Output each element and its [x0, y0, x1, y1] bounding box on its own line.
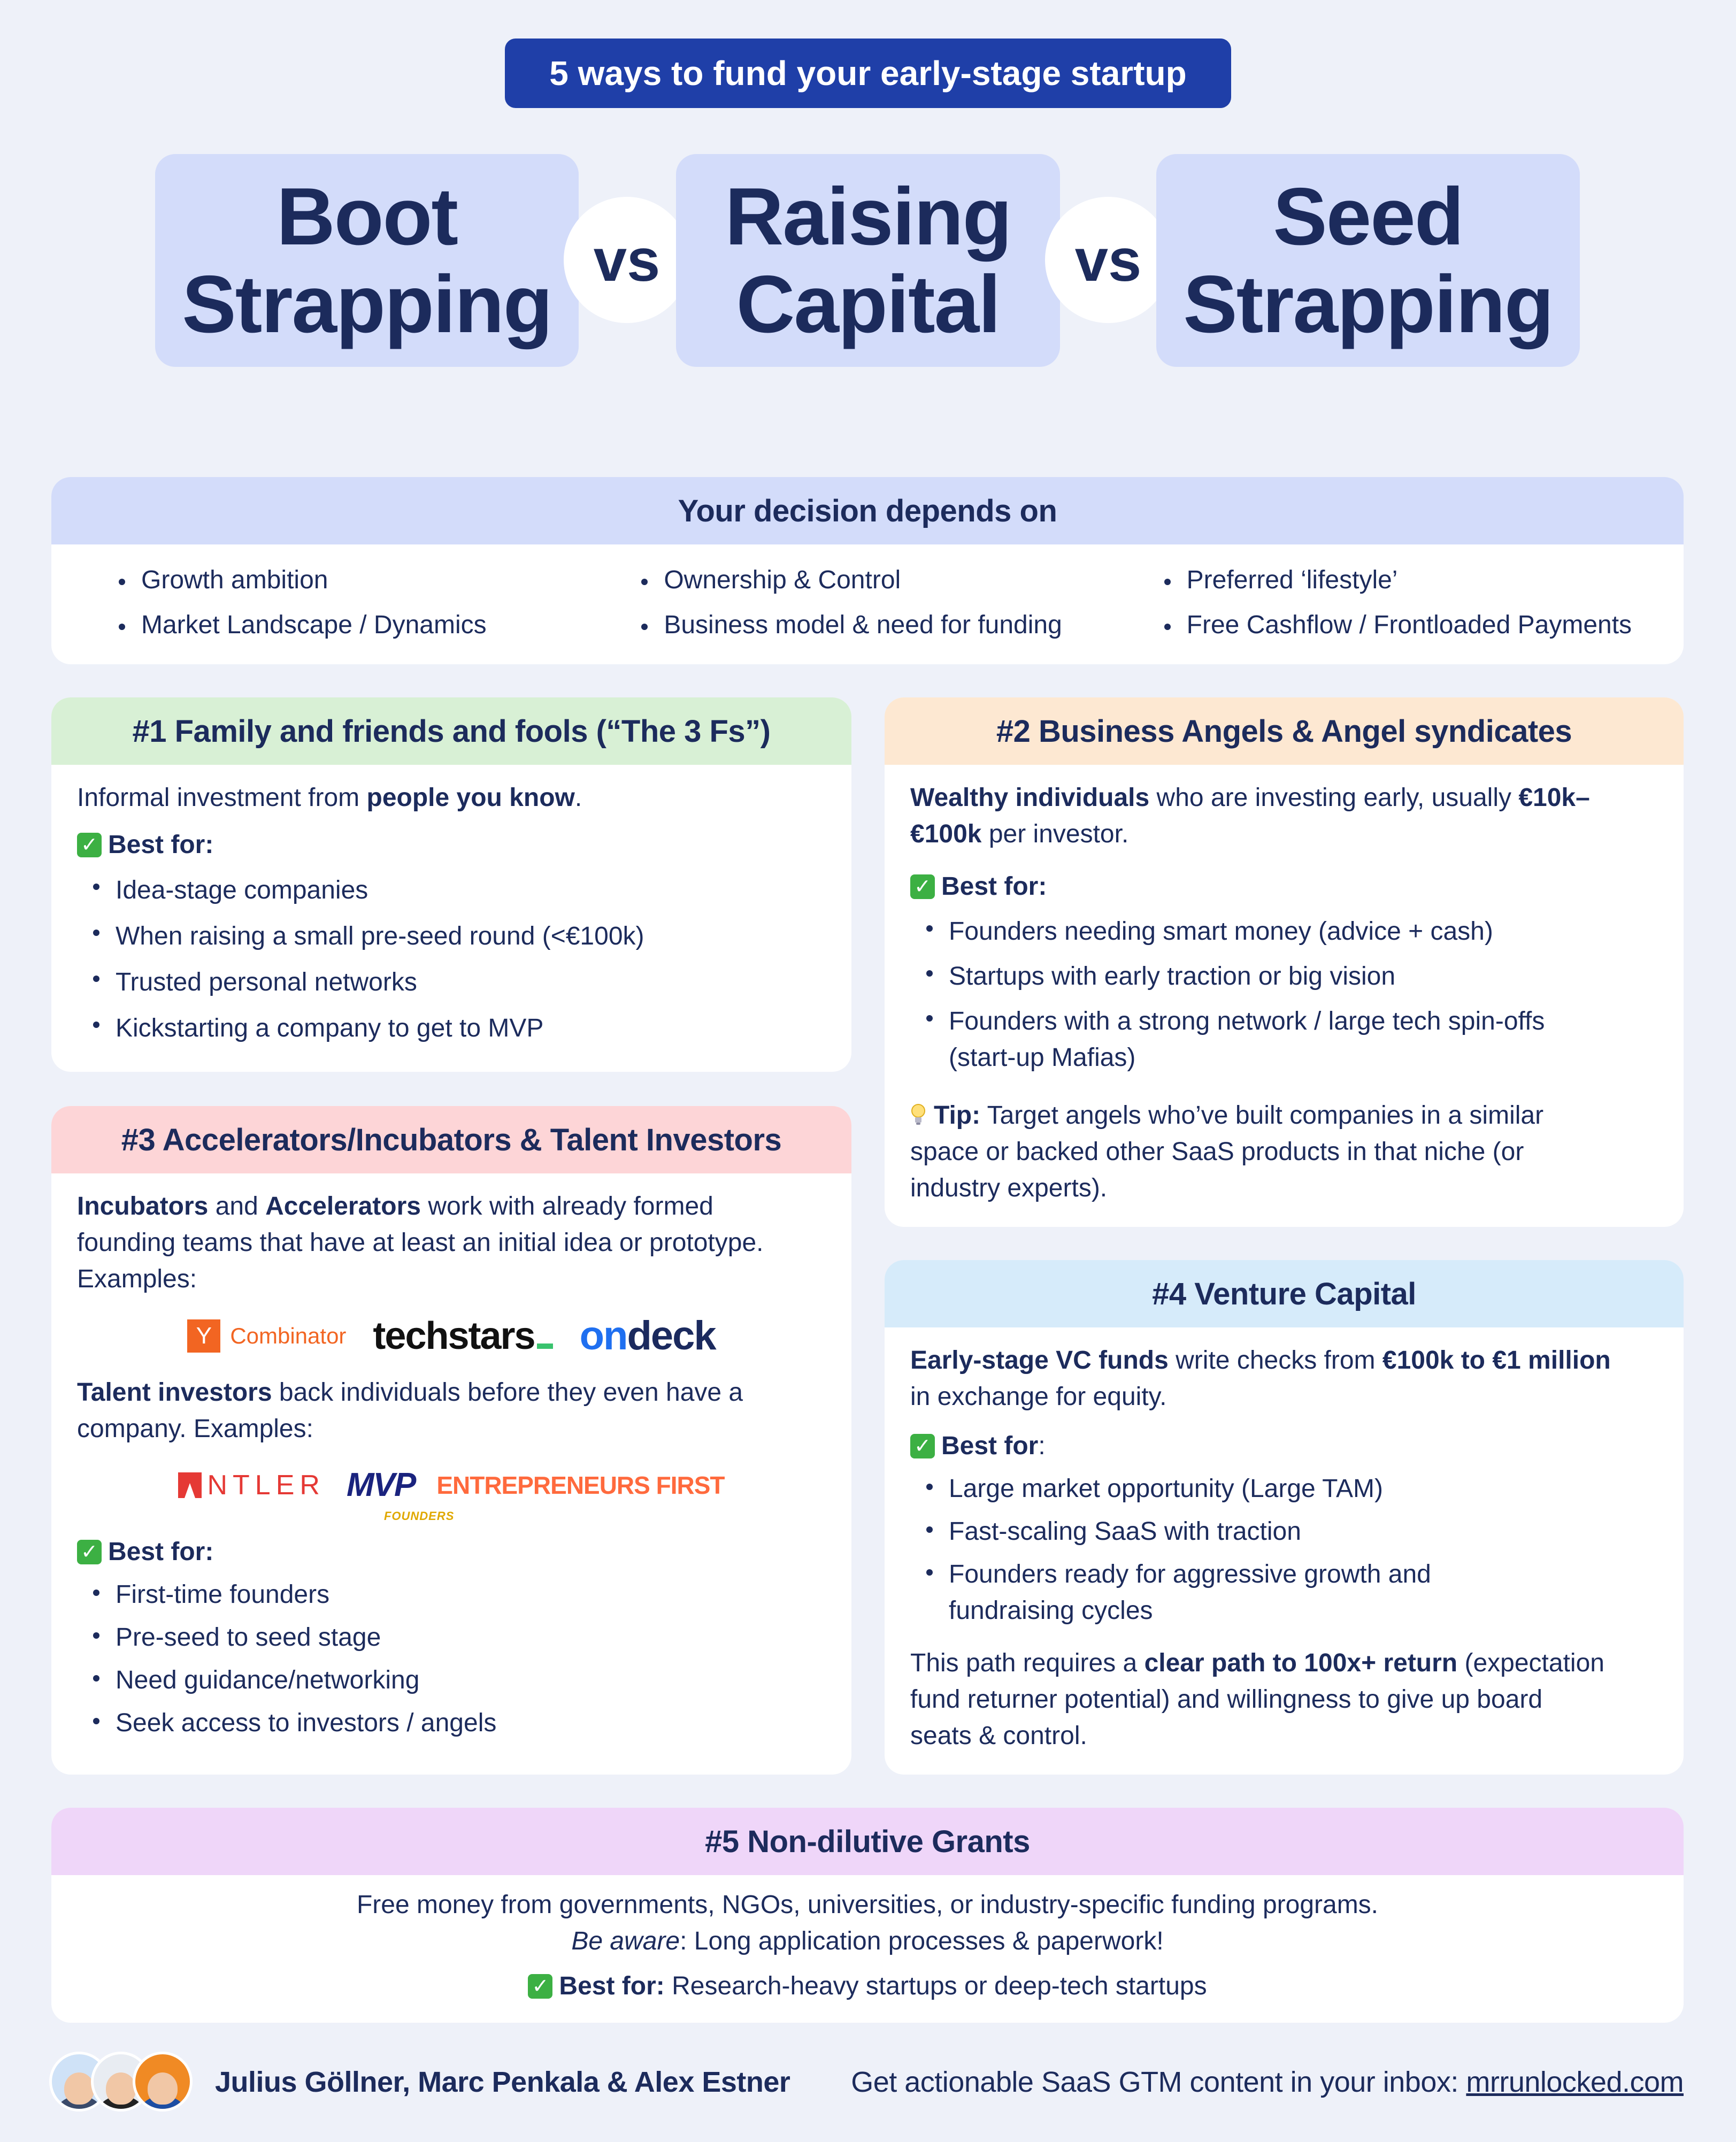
list-item: Founders ready for aggressive growth and fundraising cycles: [923, 1553, 1658, 1629]
author-avatars: [49, 2052, 210, 2114]
card5-aware: Be aware: Long application processes & paperwork!: [571, 1927, 1164, 1955]
y-combinator-logo: Y Combinator: [187, 1318, 346, 1354]
hero-bootstrapping-box: [155, 154, 579, 367]
footer-cta: Get actionable SaaS GTM content in your inbox: mrrunlocked.com: [851, 2066, 1684, 2098]
check-icon: ✓: [910, 874, 935, 899]
list-item: Need guidance/networking: [90, 1659, 826, 1702]
list-item: Seek access to investors / angels: [90, 1702, 826, 1745]
list-item: When raising a small pre-seed round (<€100k): [90, 913, 826, 959]
hero-seedstrapping-box: [1156, 154, 1580, 367]
hero-option2-line1: Raising: [725, 171, 1011, 262]
card1-title: #1 Family and friends and fools (“The 3 Fs”): [51, 697, 851, 765]
card1-intro: Informal investment from people you know.: [77, 784, 582, 812]
mvp-founders-logo: MVP FOUNDERS: [346, 1467, 455, 1523]
list-item: Trusted personal networks: [90, 959, 826, 1005]
list-item: Pre-seed to seed stage: [90, 1616, 826, 1659]
header-tag: 5 ways to fund your early-stage startup: [505, 39, 1231, 108]
hero-option1-line2: Strapping: [182, 259, 552, 350]
card2-best-for: ✓ Best for:: [910, 869, 1658, 905]
card3-best-for: ✓ Best for:: [77, 1534, 826, 1570]
check-icon: ✓: [77, 1540, 102, 1564]
techstars-logo: techstars: [373, 1318, 552, 1354]
card2-list: [923, 909, 1658, 1076]
card2-tip: Tip: Target angels who’ve built companies in a similar space or backed other SaaS products in that niche (or industry experts).: [910, 1097, 1658, 1207]
hero-raising-capital-box: [676, 154, 1060, 367]
decision-title: Your decision depends on: [51, 477, 1684, 544]
decision-col-1: [116, 563, 638, 652]
card3-title: #3 Accelerators/Incubators & Talent Investors: [51, 1106, 851, 1173]
vs-badge-1: vs: [564, 197, 690, 323]
antler-logo: NTLER: [178, 1467, 325, 1503]
card4-intro: Early-stage VC funds write checks from €100k to €1 million in exchange for equity.: [910, 1346, 1611, 1411]
card3-talent-text: Talent investors back individuals before they even have a company. Examples:: [77, 1378, 743, 1443]
decision-item: Ownership & Control: [638, 563, 1161, 598]
newsletter-link[interactable]: mrrunlocked.com: [1466, 2066, 1684, 2098]
avatar: [133, 2052, 193, 2112]
card2-intro: Wealthy individuals who are investing early, usually €10k– €100k per investor.: [910, 784, 1590, 848]
entrepreneurs-first-logo: ENTREPRENEURS FIRST: [436, 1471, 725, 1499]
check-icon: ✓: [528, 1974, 552, 1999]
hero-option3-line1: Seed: [1273, 171, 1463, 262]
list-item: First-time founders: [90, 1573, 826, 1616]
list-item: Startups with early traction or big vision: [923, 954, 1658, 999]
ondeck-logo: ondeck: [579, 1313, 716, 1358]
card1-list: [90, 867, 826, 1051]
decision-card: [51, 477, 1684, 664]
vs-badge-2: vs: [1045, 197, 1171, 323]
footer-authors: Julius Göllner, Marc Penkala & Alex Estner: [215, 2066, 790, 2098]
card2-title: #2 Business Angels & Angel syndicates: [885, 697, 1684, 765]
card4-list: [923, 1468, 1658, 1629]
card-venture-capital: [885, 1260, 1684, 1775]
card-non-dilutive-grants: [51, 1808, 1684, 2023]
card4-best-for: ✓ Best for:: [910, 1428, 1658, 1464]
decision-item: Business model & need for funding: [638, 608, 1161, 643]
check-icon: ✓: [910, 1434, 935, 1458]
card3-list: [90, 1573, 826, 1745]
talent-investor-logos: [77, 1456, 826, 1523]
card5-best-for: ✓ Best for: Research-heavy startups or deep-tech startups: [77, 1968, 1658, 2005]
hero-option1-line1: Boot: [276, 171, 458, 262]
card5-line1: Free money from governments, NGOs, universities, or industry-specific funding programs.: [356, 1891, 1379, 1919]
card4-title: #4 Venture Capital: [885, 1260, 1684, 1327]
card1-best-for: ✓ Best for:: [77, 827, 826, 863]
card-accelerators: [51, 1106, 851, 1775]
decision-item: Market Landscape / Dynamics: [116, 608, 638, 643]
hero-option3-line2: Strapping: [1183, 259, 1553, 350]
list-item: Idea-stage companies: [90, 867, 826, 913]
card3-accelerators-text: Incubators and Accelerators work with already formed founding teams that have at least an initial idea or prototype. Examples:: [77, 1192, 764, 1293]
decision-col-3: [1161, 563, 1684, 652]
list-item: Founders needing smart money (advice + cash): [923, 909, 1658, 954]
decision-item: Preferred ‘lifestyle’: [1161, 563, 1684, 598]
card5-title: #5 Non-dilutive Grants: [51, 1808, 1684, 1875]
check-icon: ✓: [77, 833, 102, 857]
list-item: Fast-scaling SaaS with traction: [923, 1510, 1658, 1553]
card-business-angels: [885, 697, 1684, 1227]
decision-item: Growth ambition: [116, 563, 638, 598]
list-item: Large market opportunity (Large TAM): [923, 1468, 1658, 1510]
lightbulb-icon: [910, 1100, 926, 1121]
decision-item: Free Cashflow / Frontloaded Payments: [1161, 608, 1684, 643]
card-family-friends-fools: [51, 697, 851, 1072]
accelerator-logos: [77, 1309, 826, 1363]
hero-option2-line2: Capital: [736, 259, 1000, 350]
list-item: Kickstarting a company to get to MVP: [90, 1005, 826, 1051]
card4-outro: This path requires a clear path to 100x+ return (expectation fund returner potential) and willingness to give up board seats & control.: [910, 1649, 1604, 1750]
list-item: Founders with a strong network / large tech spin-offs (start-up Mafias): [923, 999, 1658, 1076]
decision-col-2: [638, 563, 1161, 652]
